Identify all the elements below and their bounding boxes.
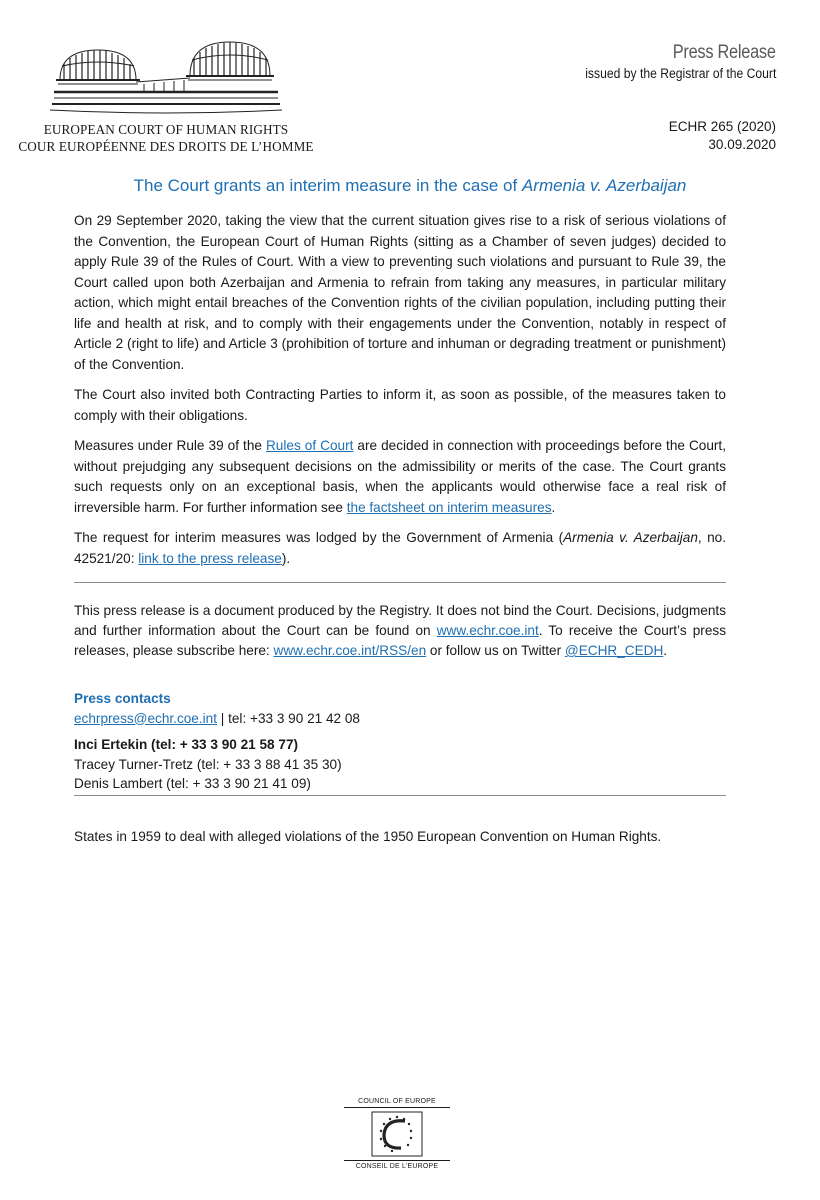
court-name-french: COUR EUROPÉENNE DES DROITS DE L’HOMME <box>18 139 314 154</box>
paragraph-4-case: Armenia v. Azerbaijan <box>563 530 698 545</box>
paragraph-4-text-a: The request for interim measures was lodged by the Government of Armenia ( <box>74 530 564 545</box>
paragraph-3-text-b: are decided in connection with proceedings before the Court, without prejudging any subsequent decisions on the admissibility or merits of the case. The Court grants such requests only on an exceptional basis, when the applicants would otherwise face a real risk of irreversible harm. For further information see <box>74 438 726 515</box>
court-name-english: EUROPEAN COURT OF HUMAN RIGHTS <box>43 122 289 137</box>
footer-text-c: or follow us on Twitter <box>426 643 565 658</box>
paragraph-2: The Court also invited both Contracting Parties to inform it, as soon as possible, of the measures taken to comply with their obligations. <box>74 387 726 423</box>
divider-top <box>74 582 726 583</box>
council-of-europe-logo <box>344 1098 450 1170</box>
coe-emblem-icon <box>371 1111 423 1157</box>
court-logo <box>18 36 314 155</box>
contact-ertekin: Inci Ertekin (tel: + 33 3 90 21 58 77) <box>74 737 299 752</box>
echr-website-link[interactable]: www.echr.coe.int <box>436 623 539 638</box>
main-telephone: | tel: +33 3 90 21 42 08 <box>217 710 360 726</box>
press-release-link[interactable]: link to the press release <box>138 550 282 566</box>
release-date: 30.09.2020 <box>708 137 776 152</box>
paragraph-3-text-a: Measures under Rule 39 of the <box>74 438 266 453</box>
coe-label-english: COUNCIL OF EUROPE <box>344 1098 450 1108</box>
contact-lambert: Denis Lambert (tel: + 33 3 90 21 41 09) <box>74 776 311 791</box>
paragraph-1: On 29 September 2020, taking the view that the current situation gives rise to a risk of serious violations of the Convention, the European Court of Human Rights (sitting as a Chamber of seven judges) decided to apply Rule 39 of the Rules of Court. With a view to preventing such violations and pursuant to Rule 39, the Court called upon both Azerbaijan and Armenia to refrain from taking any measures, in particular military action, which might entail breaches of the Convention rights of the civilian population, including putting their life and health at risk, and to comply with their engagements under the Convention, notably in respect of Article 2 (right to life) and Article 3 (prohibition of torture and inhuman or degrading treatment or punishment) of the Convention. <box>74 213 726 372</box>
headline-prefix: The Court grants an interim measure in the case of <box>133 176 522 195</box>
reference-block <box>669 118 776 154</box>
footer-text-d: . <box>663 643 668 658</box>
rules-of-court-link[interactable]: Rules of Court <box>265 438 354 453</box>
divider-bottom <box>74 795 726 796</box>
reference-number: ECHR 265 (2020) <box>668 119 776 134</box>
rss-link[interactable]: www.echr.coe.int/RSS/en <box>273 643 427 658</box>
main-contact-line <box>74 709 726 729</box>
body-text <box>74 211 726 579</box>
footer-info <box>74 601 726 661</box>
press-contacts <box>74 689 726 794</box>
press-contacts-label: Press contacts <box>74 691 171 706</box>
contact-turner-tretz: Tracey Turner-Tretz (tel: + 33 3 88 41 35 30) <box>74 756 342 772</box>
press-release-title: Press Release <box>673 42 776 63</box>
court-description: States in 1959 to deal with alleged violations of the 1950 European Convention on Human Rights. <box>74 829 662 844</box>
paragraph-4 <box>74 528 726 569</box>
coe-label-french: CONSEIL DE L’EUROPE <box>344 1160 450 1170</box>
paragraph-4-text-c: ). <box>281 550 291 566</box>
footer-text-a: This press release is a document produced by the Registry. It does not bind the Court. Decisions, judgments and further information about the Court can be found on <box>74 603 726 638</box>
issued-by: issued by the Registrar of the Court <box>584 66 776 81</box>
court-building-icon <box>50 36 282 116</box>
twitter-link[interactable]: @ECHR_CEDH <box>564 643 664 658</box>
paragraph-3-text-c: . <box>551 499 556 515</box>
headline-case: Armenia v. Azerbaijan <box>521 176 687 195</box>
paragraph-4-text-b: , no. 42521/20: <box>74 530 726 566</box>
press-email-link[interactable]: echrpress@echr.coe.int <box>74 710 218 726</box>
footer-text-b: . To receive the Court’s press releases, please subscribe here: <box>74 623 726 658</box>
factsheet-link[interactable]: the factsheet on interim measures <box>346 499 552 515</box>
paragraph-3 <box>74 436 726 518</box>
headline <box>0 176 820 196</box>
